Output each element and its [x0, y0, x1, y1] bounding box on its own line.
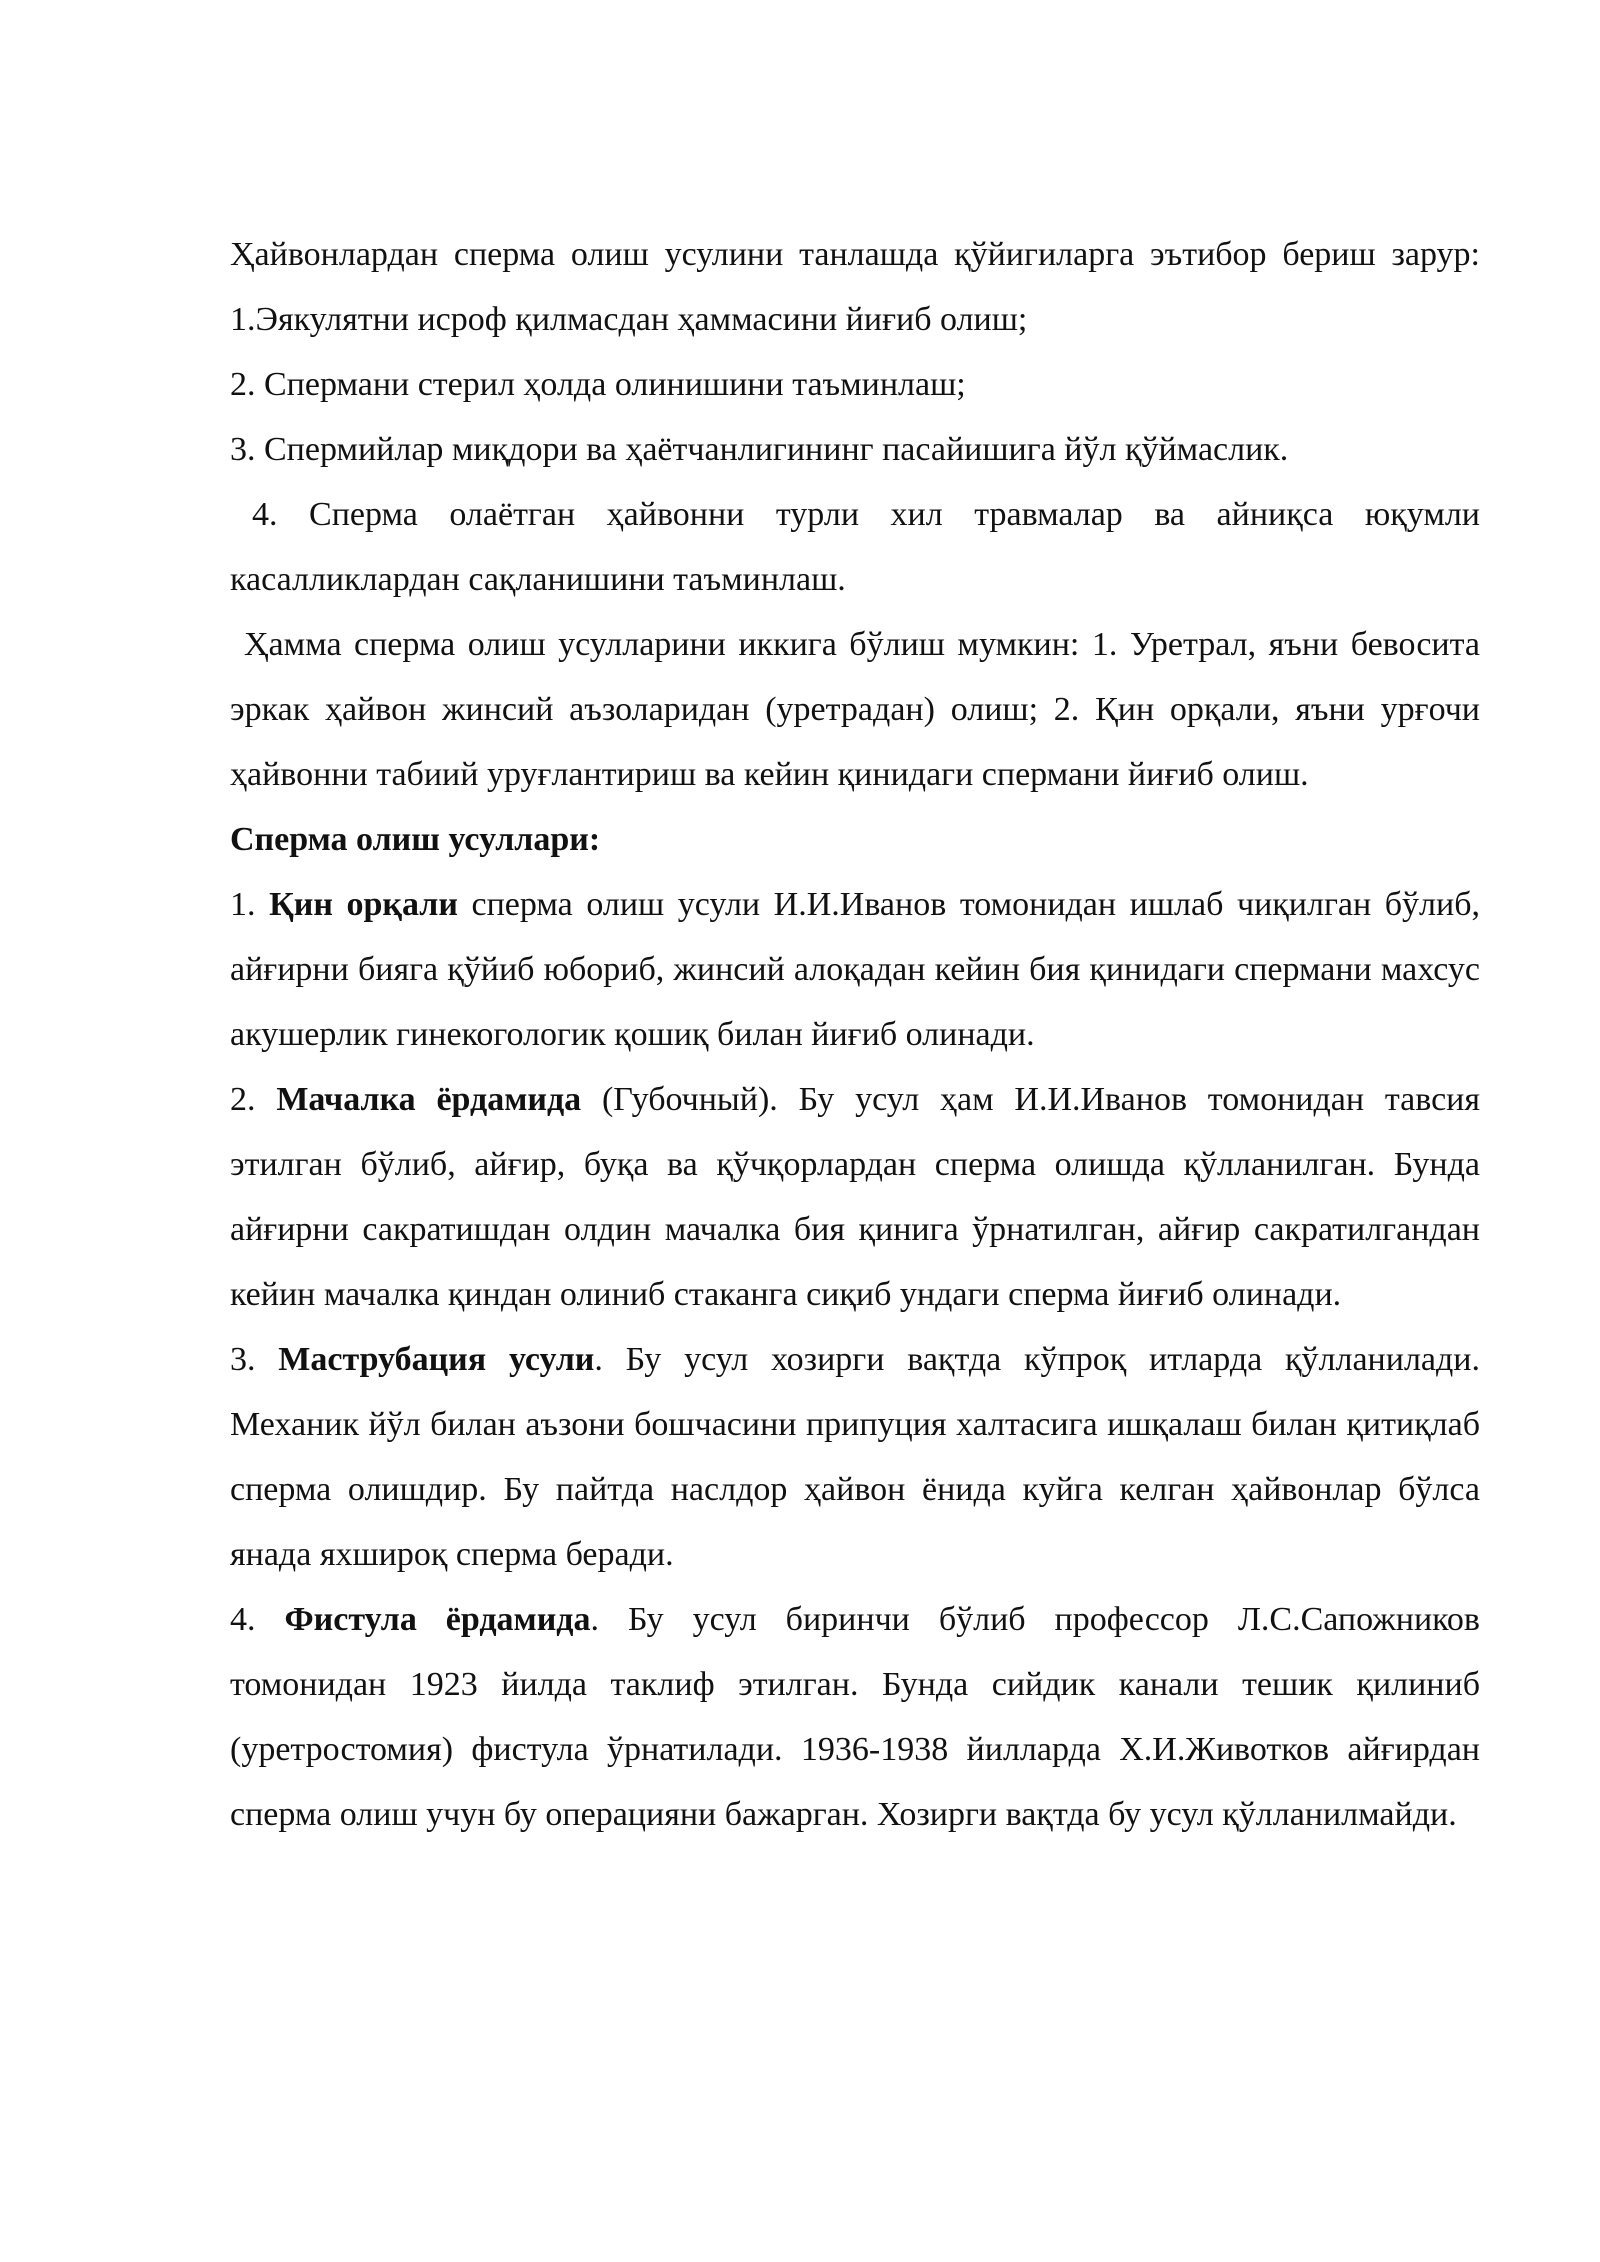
method-text: (Губочный). Бу усул ҳам И.И.Иванов томонидан тавсия этилган бўлиб, айғир, буқа ва қўчқорлардан сперма олишда қўлланилган. Бунда айғирни сакратишдан олдин мачалка бия қинига ўрнатилган, айғир сакратилгандан кейин мачалка қиндан олиниб стаканга сиқиб ундаги сперма йиғиб олинади. [230, 1081, 1480, 1313]
method-item [230, 872, 1480, 1067]
method-item [230, 1067, 1480, 1327]
method-title: Қин орқали [269, 886, 458, 923]
method-text: . Бу усул хозирги вақтда кўпроқ итларда қўлланилади. Механик йўл билан аъзони бошчасини припуция халтасига ишқалаш билан қитиқлаб сперма олишдир. Бу пайтда наслдор ҳайвон ёнида куйга келган ҳайвонлар бўлса янада яхшироқ сперма беради. [230, 1341, 1480, 1573]
method-title: Маструбация усули [278, 1341, 595, 1378]
requirement-item: 3. Спермийлар миқдори ва ҳаётчанлигининг пасайишига йўл қўймаслик. [230, 431, 1289, 468]
method-item [230, 1327, 1480, 1587]
method-number: 3. [230, 1341, 279, 1378]
intro-paragraph: Ҳайвонлардан сперма олиш усулини танлашда қўйигиларга эътибор бериш зарур: 1.Эякулятни исроф қилмасдан ҳаммасини йиғиб олиш; [230, 236, 1480, 338]
requirement-item: 4. Сперма олаётган ҳайвонни турли хил травмалар ва айниқса юқумли касалликлардан сақланишини таъминлаш. [230, 496, 1480, 598]
method-number: 2. [230, 1081, 277, 1118]
method-title: Мачалка ёрдамида [276, 1081, 582, 1118]
method-text: сперма олиш усули И.И.Иванов томонидан ишлаб чиқилган бўлиб, айғирни бияга қўйиб юбориб, жинсий алоқадан кейин бия қинидаги спермани махсус акушерлик гинекогологик қошиқ билан йиғиб олинади. [230, 886, 1481, 1053]
method-number: 1. [230, 886, 270, 923]
method-item [230, 1587, 1480, 1847]
method-number: 4. [230, 1601, 285, 1638]
method-title: Фистула ёрдамида [284, 1601, 591, 1638]
method-text: . Бу усул биринчи бўлиб профессор Л.С.Сапожников томонидан 1923 йилда таклиф этилган. Бунда сийдик канали тешик қилиниб (уретростомия) фистула ўрнатилади. 1936-1938 йилларда Х.И.Животков айғирдан сперма олиш учун бу операцияни бажарган. Хозирги вақтда бу усул қўлланилмайди. [230, 1601, 1480, 1833]
requirement-item: 2. Спермани стерил ҳолда олинишини таъминлаш; [230, 366, 966, 403]
document-body [230, 222, 1480, 1847]
methods-heading: Сперма олиш усуллари: [230, 821, 601, 858]
division-paragraph: Ҳамма сперма олиш усулларини иккига бўлиш мумкин: 1. Уретрал, яъни бевосита эркак ҳайвон жинсий аъзоларидан (уретрадан) олиш; 2. Қин орқали, яъни урғочи ҳайвонни табиий уруғлантириш ва кейин қинидаги спермани йиғиб олиш. [230, 626, 1480, 793]
